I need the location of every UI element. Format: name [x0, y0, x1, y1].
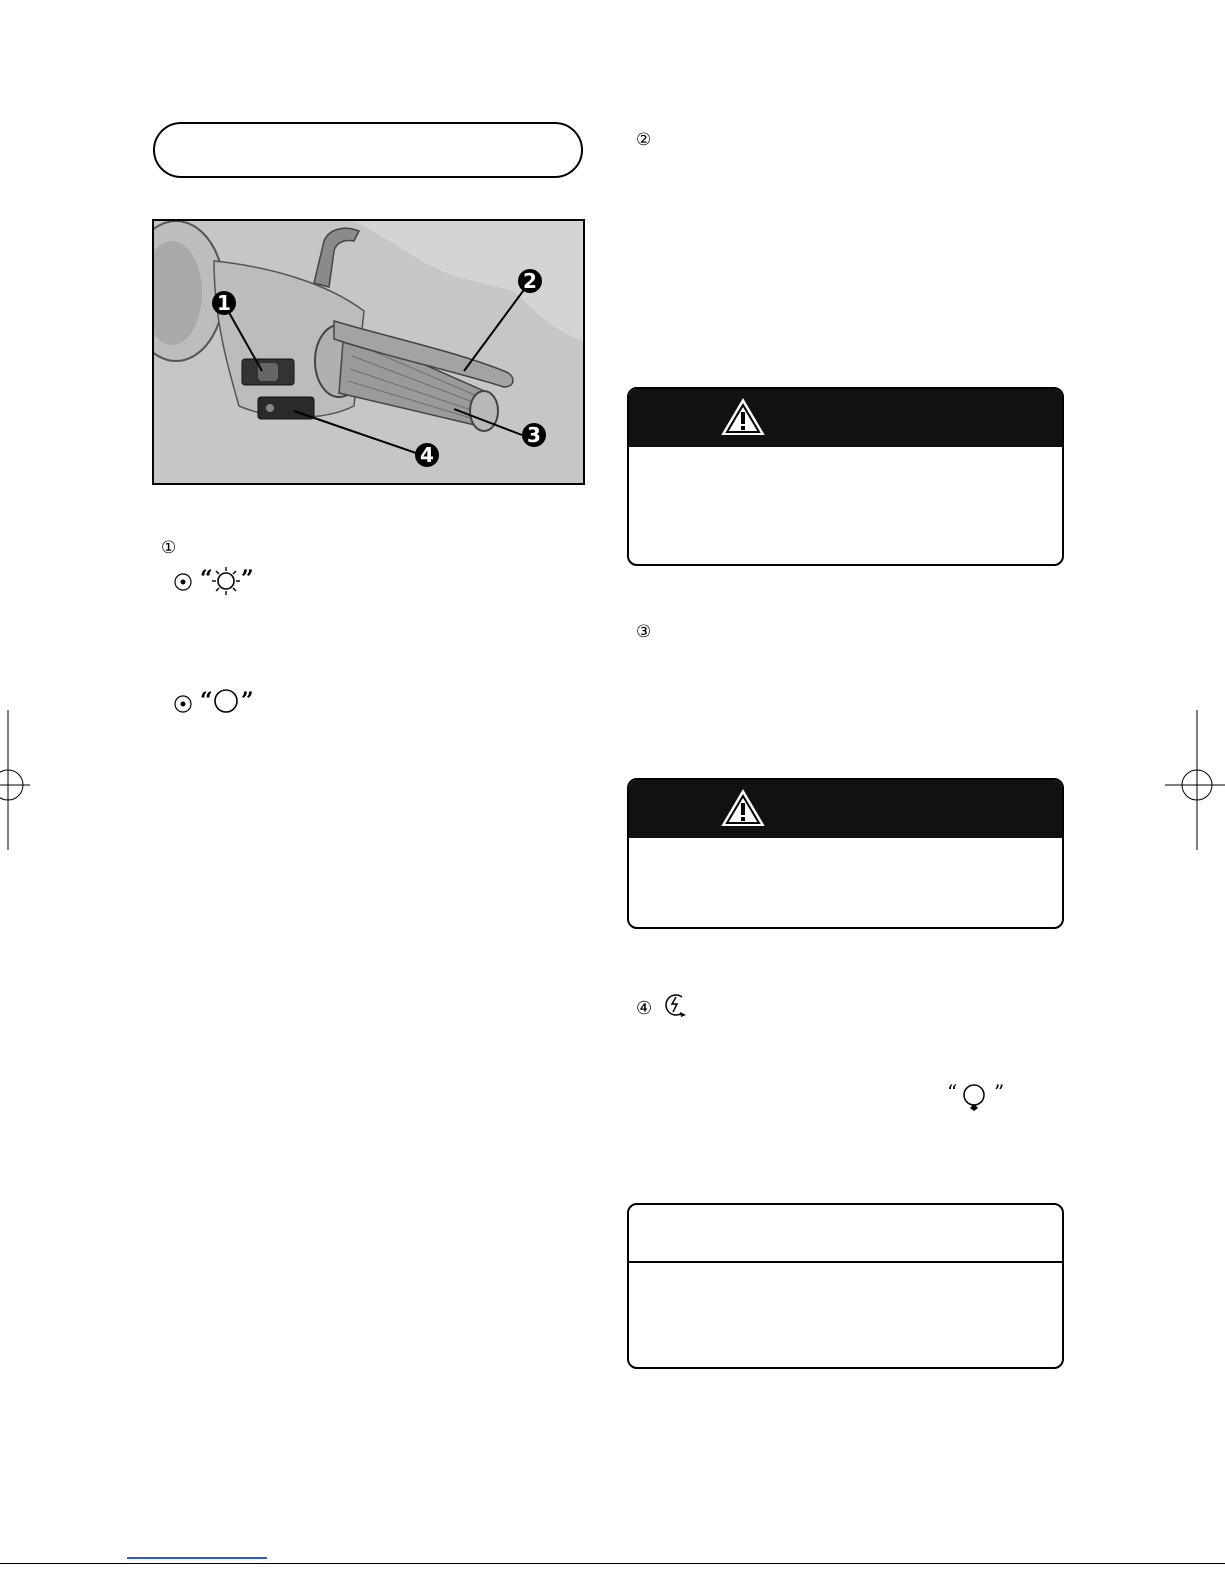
callout-badge-1: [212, 291, 236, 315]
svg-text:3: 3: [527, 423, 541, 447]
callout-badge-4: [415, 443, 439, 467]
start-quote-close: ”: [994, 1080, 1005, 1104]
note-divider: [629, 1261, 1062, 1263]
registration-mark-right: [1165, 710, 1225, 860]
item-1-marker: ①: [161, 538, 177, 558]
bullet-dot-icon: [174, 573, 192, 595]
light-off-quote-open: “: [200, 688, 213, 714]
warning-header: [629, 389, 1062, 447]
warning-box-1: [627, 387, 1064, 566]
warning-box-2: [627, 778, 1064, 929]
bullet-dot-icon: [174, 695, 192, 717]
handlebar-photo: [152, 219, 585, 485]
svg-text:4: 4: [420, 443, 434, 467]
footer-rule: [0, 1563, 1225, 1564]
svg-text:2: 2: [523, 269, 537, 293]
rotation-icon: [961, 1082, 987, 1116]
note-box: [627, 1203, 1064, 1369]
callout-badge-3: [522, 423, 546, 447]
headlight-off-icon: [213, 688, 239, 718]
light-on-quote-close: ”: [241, 566, 254, 592]
item-2-marker: ②: [636, 130, 652, 150]
svg-text:1: 1: [217, 291, 231, 315]
warning-triangle-icon: [721, 398, 765, 436]
warning-triangle-icon: [721, 789, 765, 827]
headlight-on-icon: [212, 566, 240, 600]
callout-badge-2: [518, 269, 542, 293]
warning-header: [629, 780, 1062, 838]
light-on-quote-open: “: [200, 566, 213, 592]
section-header: [153, 122, 583, 178]
registration-mark-left: [0, 710, 30, 860]
item-4-marker: ④: [636, 998, 653, 1019]
start-quote-open: “: [947, 1080, 958, 1104]
light-off-quote-close: ”: [241, 688, 254, 714]
starter-icon: [662, 991, 688, 1023]
footer-link-underline: [127, 1557, 267, 1559]
item-3-marker: ③: [636, 622, 652, 642]
